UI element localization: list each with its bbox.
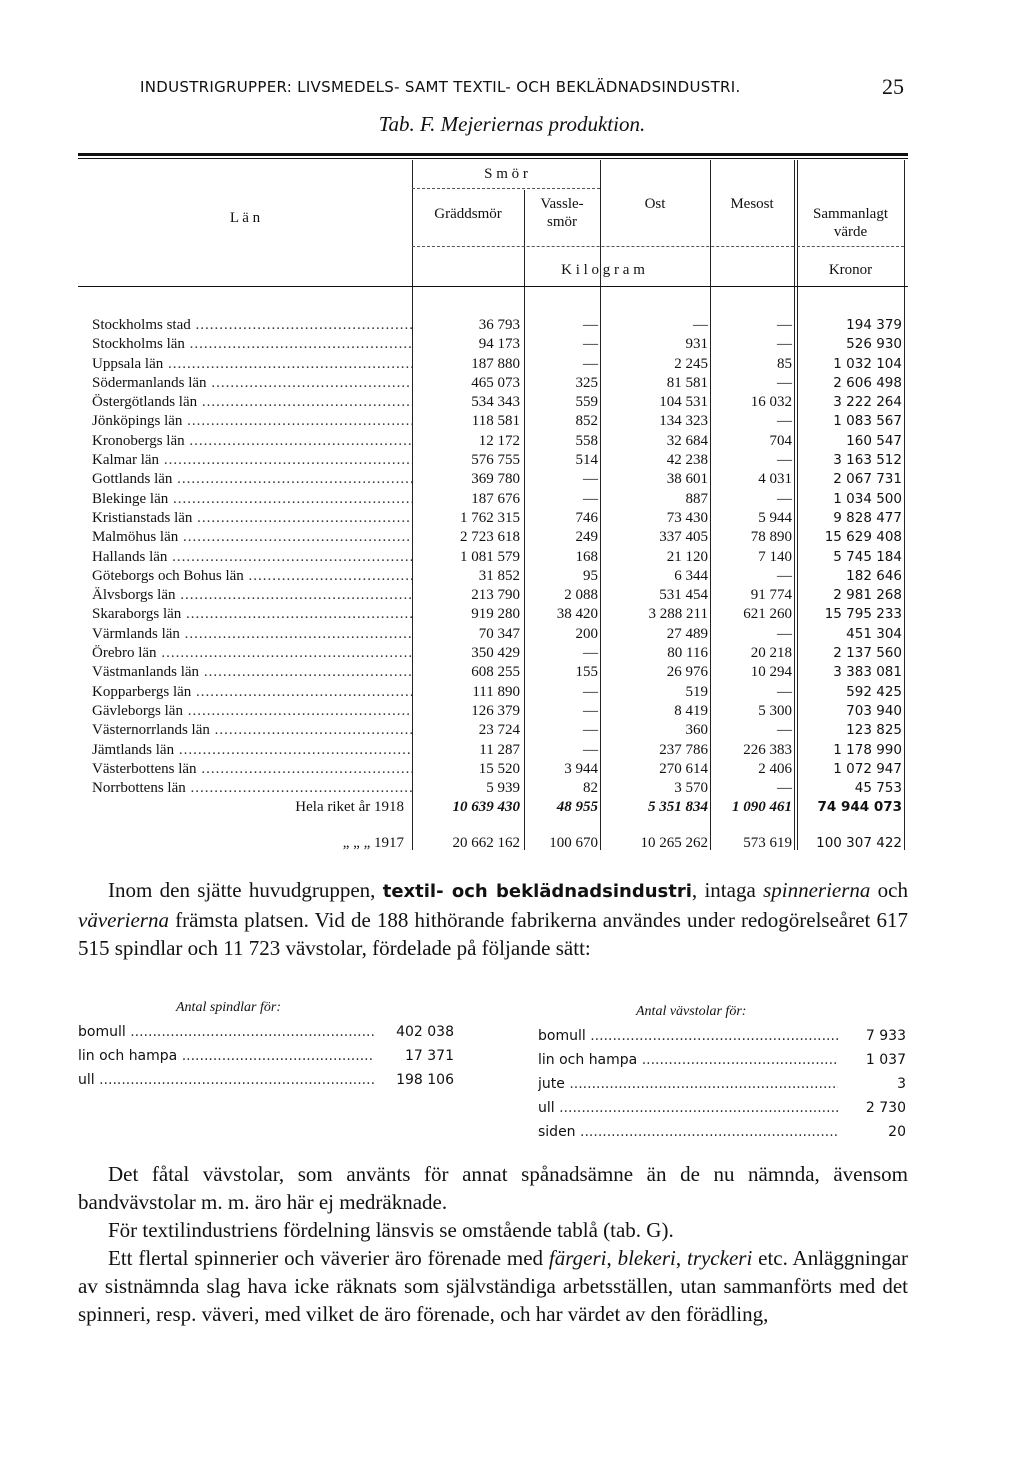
production-table — [78, 150, 908, 860]
cell-ost: 42 238 — [666, 452, 708, 469]
paragraph-2 — [78, 1160, 908, 1216]
list-item — [78, 1048, 458, 1072]
total-ost: 5 351 834 — [648, 799, 708, 815]
cell-sammanlagt: 1 034 500 — [833, 490, 902, 507]
cell-ost: 134 323 — [659, 413, 708, 430]
cell-graddsmor: 369 780 — [471, 471, 520, 488]
cell-sammanlagt: 15 629 408 — [824, 529, 902, 546]
text: etc. Anläggningar av sistnämnda slag hava icke räknats som självständiga arbetsställen, utan sammanförts med det spinneri, resp. väveri, med vilket de äro förenade, och har värdet av den förädling, — [78, 1246, 909, 1326]
text: , — [675, 1246, 687, 1270]
col-header-vasslesmor-2: smör — [547, 214, 577, 230]
col-header-lan: L ä n — [229, 210, 261, 226]
cell-mesost: 621 260 — [743, 606, 792, 623]
spindlar-heading: Antal spindlar för: — [176, 1000, 282, 1015]
cell-vasslesmor: — — [583, 645, 598, 662]
col-header-vasslesmor-1: Vassle- — [540, 196, 584, 212]
cell-lan: Skaraborgs län ..... — [92, 605, 412, 624]
cell-vasslesmor: 95 — [583, 567, 598, 584]
header-rule — [797, 246, 904, 247]
paragraph-3 — [78, 1216, 908, 1244]
cell-lan: Jönköpings län ..... — [92, 412, 412, 431]
cell-graddsmor: 12 172 — [478, 432, 520, 449]
cell-mesost: 10 294 — [750, 664, 792, 681]
cell-mesost: 91 774 — [750, 587, 792, 604]
cell-ost: 237 786 — [659, 741, 708, 758]
cell-sammanlagt: 160 547 — [846, 432, 902, 449]
spindlar-list — [78, 1024, 458, 1096]
cell-lan: Västernorrlands län ..... — [92, 721, 412, 740]
page-number: 25 — [882, 74, 904, 99]
cell-mesost: — — [777, 780, 792, 797]
total-mesost: 573 619 — [743, 835, 792, 851]
cell-sammanlagt: 5 745 184 — [833, 548, 902, 565]
list-value: 17 371 — [405, 1048, 454, 1064]
cell-ost: 104 531 — [659, 394, 708, 411]
cell-mesost: — — [777, 625, 792, 642]
cell-graddsmor: 187 676 — [471, 490, 520, 507]
cell-sammanlagt: 451 304 — [846, 625, 902, 642]
cell-ost: 26 976 — [666, 664, 708, 681]
text: främsta platsen. Vid de 188 hithörande fabrikerna användes under redogörelseåret 617 515 spindlar och 11 723 vävstolar, fördelade på följande sätt: — [78, 908, 908, 960]
cell-lan: Västerbottens län ..... — [92, 760, 412, 779]
emphasis-bold: textil- och beklädnadsindustri — [382, 881, 692, 902]
cell-vasslesmor: — — [583, 722, 598, 739]
col-header-graddsmor: Gräddsmör — [434, 206, 502, 222]
cell-lan: Kronobergs län ..... — [92, 432, 412, 451]
total-row-1918 — [78, 798, 908, 817]
list-value: 198 106 — [396, 1072, 454, 1088]
table-row — [78, 374, 908, 393]
cell-mesost: 16 032 — [750, 394, 792, 411]
cell-lan: Älvsborgs län ..... — [92, 586, 412, 605]
total-mesost: 1 090 461 — [732, 799, 792, 815]
cell-mesost: — — [777, 336, 792, 353]
list-label: ull ..... — [78, 1072, 374, 1088]
header-rule — [412, 188, 600, 189]
cell-sammanlagt: 9 828 477 — [833, 509, 902, 526]
cell-ost: 3 288 211 — [648, 606, 708, 623]
header-bottom-rule — [78, 286, 908, 287]
table-row — [78, 625, 908, 644]
cell-mesost: 78 890 — [750, 529, 792, 546]
cell-graddsmor: 31 852 — [478, 567, 520, 584]
paragraph-4 — [78, 1244, 908, 1328]
cell-mesost: — — [777, 317, 792, 333]
cell-graddsmor: 1 081 579 — [460, 548, 520, 565]
col-header-smor: S m ö r — [484, 166, 528, 182]
cell-lan: Stockholms län ..... — [92, 335, 412, 354]
table-row — [78, 760, 908, 779]
cell-vasslesmor: — — [583, 336, 598, 353]
list-value: 20 — [888, 1124, 906, 1140]
list-value: 3 — [897, 1076, 906, 1092]
cell-graddsmor: 5 939 — [486, 780, 520, 797]
total-vasslesmor: 100 670 — [549, 835, 598, 851]
cell-graddsmor: 465 073 — [471, 374, 520, 391]
paragraph-1 — [78, 876, 908, 962]
list-item — [538, 1100, 908, 1124]
cell-ost: 8 419 — [674, 702, 708, 719]
cell-ost: 931 — [685, 336, 708, 353]
cell-vasslesmor: 746 — [575, 509, 598, 526]
cell-vasslesmor: 3 944 — [564, 760, 598, 777]
text: Inom den sjätte huvudgruppen, — [108, 878, 383, 902]
cell-sammanlagt: 526 930 — [846, 336, 902, 353]
emphasis-italic: blekeri — [617, 1246, 676, 1270]
cell-ost: 360 — [685, 722, 708, 739]
total-ost: 10 265 262 — [640, 835, 708, 851]
total-vasslesmor: 48 955 — [556, 799, 598, 815]
text: och — [870, 878, 909, 902]
table-row — [78, 470, 908, 489]
unit-kronor: Kronor — [828, 262, 873, 278]
cell-mesost: — — [777, 490, 792, 507]
cell-lan: Gävleborgs län ..... — [92, 702, 412, 721]
cell-mesost: — — [777, 683, 792, 700]
total-sammanlagt: 100 307 422 — [816, 835, 902, 851]
cell-lan: Göteborgs och Bohus län ..... — [92, 567, 412, 586]
total-row-1917 — [78, 834, 908, 853]
cell-lan: Kopparbergs län ..... — [92, 683, 412, 702]
table-row — [78, 586, 908, 605]
list-label: siden ..... — [538, 1124, 838, 1140]
cell-ost: 81 581 — [666, 374, 708, 391]
cell-sammanlagt: 3 163 512 — [833, 452, 902, 469]
cell-ost: 519 — [685, 683, 708, 700]
cell-vasslesmor: 514 — [575, 452, 598, 469]
cell-sammanlagt: 194 379 — [846, 317, 902, 333]
list-item — [538, 1124, 908, 1148]
cell-sammanlagt: 1 032 104 — [833, 355, 902, 372]
table-row — [78, 509, 908, 528]
table-row — [78, 683, 908, 702]
cell-lan: Örebro län ..... — [92, 644, 412, 663]
table-row — [78, 490, 908, 509]
table-title: Tab. F. Mejeriernas produktion. — [378, 112, 646, 136]
cell-vasslesmor: 155 — [575, 664, 598, 681]
emphasis-italic: tryckeri — [686, 1246, 753, 1270]
cell-mesost: 704 — [769, 432, 792, 449]
cell-ost: 2 245 — [674, 355, 708, 372]
list-label: ull ..... — [538, 1100, 838, 1116]
cell-lan: Jämtlands län ..... — [92, 741, 412, 760]
cell-ost: 270 614 — [659, 760, 708, 777]
cell-vasslesmor: — — [583, 741, 598, 758]
cell-vasslesmor: 168 — [575, 548, 598, 565]
table-row — [78, 605, 908, 624]
cell-sammanlagt: 2 606 498 — [833, 374, 902, 391]
table-row — [78, 335, 908, 354]
table-row — [78, 702, 908, 721]
total-graddsmor: 10 639 430 — [452, 799, 520, 815]
text: , — [606, 1246, 618, 1270]
table-row — [78, 644, 908, 663]
table-row — [78, 721, 908, 740]
cell-graddsmor: 15 520 — [478, 760, 520, 777]
list-label: lin och hampa ..... — [538, 1052, 838, 1068]
cell-sammanlagt: 45 753 — [854, 780, 902, 797]
cell-lan: Malmöhus län ..... — [92, 528, 412, 547]
cell-sammanlagt: 1 072 947 — [833, 760, 902, 777]
cell-mesost: 4 031 — [758, 471, 792, 488]
cell-mesost: 2 406 — [758, 760, 792, 777]
table-row — [78, 567, 908, 586]
cell-ost: 32 684 — [666, 432, 708, 449]
cell-vasslesmor: 558 — [575, 432, 598, 449]
table-row — [78, 663, 908, 682]
cell-lan: Södermanlands län ..... — [92, 374, 412, 393]
cell-vasslesmor: 249 — [575, 529, 598, 546]
cell-sammanlagt: 3 383 081 — [833, 664, 902, 681]
emphasis-italic: spinnerierna — [763, 878, 871, 902]
cell-ost: 21 120 — [666, 548, 708, 565]
cell-graddsmor: 2 723 618 — [460, 529, 520, 546]
cell-ost: 27 489 — [666, 625, 708, 642]
table-top-rule-thin — [78, 158, 908, 159]
cell-vasslesmor: 559 — [575, 394, 598, 411]
list-item — [78, 1024, 458, 1048]
table-row — [78, 432, 908, 451]
cell-vasslesmor: — — [583, 317, 598, 333]
running-header: INDUSTRIGRUPPER: LIVSMEDELS- SAMT TEXTIL- OCH BEKLÄDNADSINDUSTRI. — [140, 78, 741, 96]
table-row — [78, 393, 908, 412]
cell-lan: Gottlands län ..... — [92, 470, 412, 489]
cell-vasslesmor: 852 — [575, 413, 598, 430]
cell-lan: Uppsala län ..... — [92, 355, 412, 374]
table-top-rule — [78, 153, 908, 156]
cell-mesost: — — [777, 374, 792, 391]
emphasis-italic: väverierna — [78, 908, 169, 932]
list-item — [538, 1052, 908, 1076]
cell-lan: Stockholms stad ..... — [92, 316, 412, 335]
table-row — [78, 451, 908, 470]
total-sammanlagt: 74 944 073 — [817, 799, 902, 815]
cell-vasslesmor: — — [583, 702, 598, 719]
table-row — [78, 412, 908, 431]
col-header-sammanlagt-2: värde — [833, 224, 868, 240]
cell-mesost: — — [777, 567, 792, 584]
cell-graddsmor: 534 343 — [471, 394, 520, 411]
table-row — [78, 741, 908, 760]
cell-sammanlagt: 703 940 — [846, 702, 902, 719]
cell-vasslesmor: 2 088 — [564, 587, 598, 604]
cell-sammanlagt: 2 067 731 — [833, 471, 902, 488]
table-row — [78, 779, 908, 798]
cell-vasslesmor: — — [583, 355, 598, 372]
cell-lan: Värmlands län ..... — [92, 625, 412, 644]
table-body — [78, 316, 908, 798]
cell-ost: — — [693, 317, 708, 333]
cell-sammanlagt: 15 795 233 — [824, 606, 902, 623]
cell-vasslesmor: — — [583, 490, 598, 507]
cell-lan: Blekinge län ..... — [92, 490, 412, 509]
vavstolar-list — [538, 1028, 908, 1148]
cell-lan: Norrbottens län ..... — [92, 779, 412, 798]
cell-ost: 73 430 — [666, 509, 708, 526]
cell-vasslesmor: 82 — [583, 780, 598, 797]
cell-sammanlagt: 123 825 — [846, 722, 902, 739]
cell-vasslesmor: — — [583, 683, 598, 700]
total-label: „ „ „ 1917 — [342, 835, 404, 851]
cell-mesost: — — [777, 722, 792, 739]
cell-sammanlagt: 1 083 567 — [833, 413, 902, 430]
cell-sammanlagt: 1 178 990 — [833, 741, 902, 758]
cell-graddsmor: 576 755 — [471, 452, 520, 469]
cell-graddsmor: 1 762 315 — [460, 509, 520, 526]
cell-mesost: 7 140 — [758, 548, 792, 565]
cell-mesost: 20 218 — [750, 645, 792, 662]
col-header-sammanlagt-1: Sammanlagt — [813, 206, 888, 222]
cell-vasslesmor: 38 420 — [556, 606, 598, 623]
cell-vasslesmor: — — [583, 471, 598, 488]
cell-mesost: 85 — [777, 355, 792, 372]
cell-graddsmor: 213 790 — [471, 587, 520, 604]
cell-ost: 887 — [685, 490, 708, 507]
paragraph-2-text: Det fåtal vävstolar, som använts för annat spånadsämne än de nu nämnda, ävensom bandvävstolar m. m. äro här ej medräknade. — [78, 1162, 908, 1214]
list-value: 402 038 — [396, 1024, 454, 1040]
cell-graddsmor: 111 890 — [472, 683, 520, 700]
list-label: bomull ..... — [78, 1024, 374, 1040]
cell-sammanlagt: 2 981 268 — [833, 587, 902, 604]
col-header-mesost: Mesost — [730, 196, 774, 212]
cell-graddsmor: 118 581 — [471, 413, 520, 430]
cell-lan: Östergötlands län ..... — [92, 393, 412, 412]
list-value: 7 933 — [865, 1028, 906, 1044]
cell-lan: Kalmar län ..... — [92, 451, 412, 470]
col-header-ost: Ost — [644, 196, 666, 212]
table-row — [78, 528, 908, 547]
cell-graddsmor: 187 880 — [471, 355, 520, 372]
cell-sammanlagt: 2 137 560 — [833, 645, 902, 662]
cell-lan: Kristianstads län ..... — [92, 509, 412, 528]
cell-sammanlagt: 592 425 — [846, 683, 902, 700]
cell-mesost: — — [777, 413, 792, 430]
list-value: 1 037 — [865, 1052, 906, 1068]
list-value: 2 730 — [865, 1100, 906, 1116]
total-label: Hela riket år 1918 — [295, 799, 404, 815]
cell-mesost: 5 300 — [758, 702, 792, 719]
cell-graddsmor: 70 347 — [478, 625, 520, 642]
cell-ost: 531 454 — [659, 587, 708, 604]
table-row — [78, 355, 908, 374]
cell-graddsmor: 23 724 — [478, 722, 520, 739]
cell-graddsmor: 126 379 — [471, 702, 520, 719]
cell-mesost: — — [777, 452, 792, 469]
list-item — [78, 1072, 458, 1096]
cell-graddsmor: 94 173 — [478, 336, 520, 353]
cell-graddsmor: 919 280 — [471, 606, 520, 623]
cell-graddsmor: 36 793 — [478, 317, 520, 333]
cell-ost: 3 570 — [674, 780, 708, 797]
list-label: bomull ..... — [538, 1028, 838, 1044]
cell-graddsmor: 608 255 — [471, 664, 520, 681]
cell-graddsmor: 11 287 — [479, 741, 520, 758]
cell-ost: 80 116 — [667, 645, 708, 662]
header-rule — [412, 246, 794, 247]
list-item — [538, 1076, 908, 1100]
paragraph-3-text: För textilindustriens fördelning länsvis se omstående tablå (tab. G). — [108, 1218, 674, 1242]
cell-sammanlagt: 3 222 264 — [833, 394, 902, 411]
list-label: lin och hampa ..... — [78, 1048, 374, 1064]
cell-vasslesmor: 200 — [575, 625, 598, 642]
cell-vasslesmor: 325 — [575, 374, 598, 391]
cell-sammanlagt: 182 646 — [846, 567, 902, 584]
text: , intaga — [691, 878, 764, 902]
vavstolar-heading: Antal vävstolar för: — [636, 1004, 747, 1019]
text: Ett flertal spinnerier och väverier äro förenade med — [108, 1246, 549, 1270]
list-item — [538, 1028, 908, 1052]
cell-mesost: 226 383 — [743, 741, 792, 758]
cell-lan: Hallands län ..... — [92, 548, 412, 567]
total-graddsmor: 20 662 162 — [452, 835, 520, 851]
cell-graddsmor: 350 429 — [471, 645, 520, 662]
cell-ost: 337 405 — [659, 529, 708, 546]
cell-lan: Västmanlands län ..... — [92, 663, 412, 682]
cell-ost: 6 344 — [674, 567, 708, 584]
cell-ost: 38 601 — [666, 471, 708, 488]
emphasis-italic: färgeri — [548, 1246, 607, 1270]
table-row — [78, 548, 908, 567]
list-label: jute ..... — [538, 1076, 838, 1092]
unit-kilogram: K i l o g r a m — [561, 262, 645, 278]
cell-mesost: 5 944 — [758, 509, 792, 526]
table-row — [78, 316, 908, 335]
